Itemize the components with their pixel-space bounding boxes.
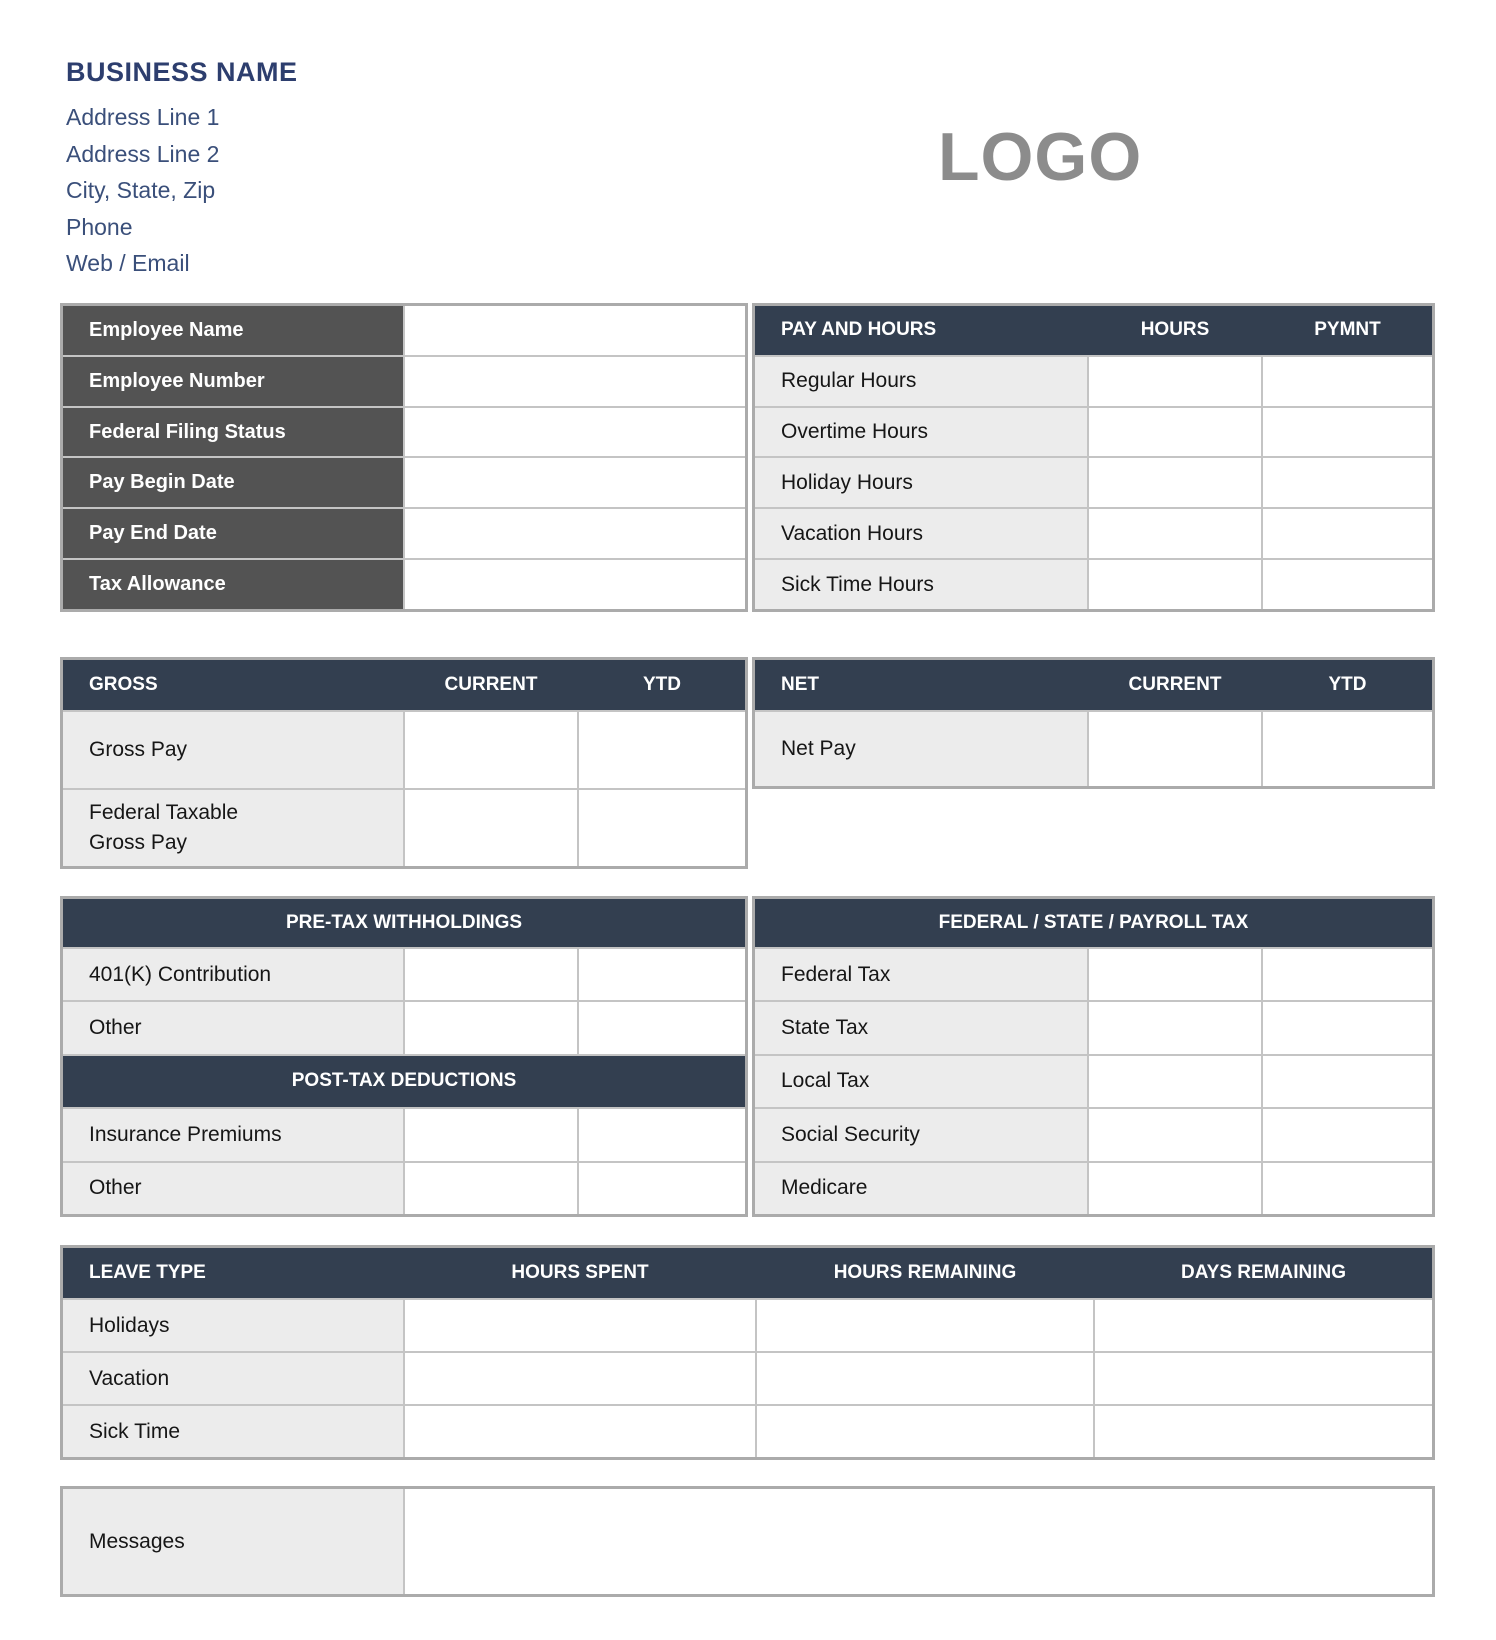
pay-begin-date-value-cell[interactable] xyxy=(405,458,745,507)
pre-tax-other-label: Other xyxy=(63,1002,403,1053)
days-remaining-column-header: DAYS REMAINING xyxy=(1180,1262,1347,1283)
regular-hours-pymnt-cell[interactable] xyxy=(1263,357,1432,406)
federal-filing-status-label: Federal Filing Status xyxy=(63,408,403,457)
medicare-ytd-cell[interactable] xyxy=(1263,1163,1432,1214)
401k-contribution-current-cell[interactable] xyxy=(405,949,577,1000)
overtime-hours-hours-cell[interactable] xyxy=(1089,408,1261,457)
net-pay-current-cell[interactable] xyxy=(1089,712,1261,786)
tax-allowance-label: Tax Allowance xyxy=(63,560,403,609)
hours-column-header: HOURS xyxy=(1140,319,1210,341)
net-pay-label: Net Pay xyxy=(755,712,1087,786)
insurance-premiums-current-cell[interactable] xyxy=(405,1109,577,1160)
vacation-hours-spent-cell[interactable] xyxy=(405,1353,755,1404)
holiday-hours-label: Holiday Hours xyxy=(755,458,1087,507)
state-tax-label: State Tax xyxy=(755,1002,1087,1053)
net-table xyxy=(752,657,1435,789)
net-pay-ytd-cell[interactable] xyxy=(1263,712,1432,786)
federal-tax-ytd-cell[interactable] xyxy=(1263,949,1432,1000)
holidays-label: Holidays xyxy=(63,1300,403,1351)
medicare-label: Medicare xyxy=(755,1163,1087,1214)
sick-time-days-remaining-cell[interactable] xyxy=(1095,1406,1432,1457)
employee-number-label: Employee Number xyxy=(63,357,403,406)
address-web-email: Web / Email xyxy=(66,250,190,276)
net-ytd-column-header: YTD xyxy=(1328,674,1367,695)
pymnt-column-header: PYMNT xyxy=(1314,319,1381,341)
pre-tax-other-ytd-cell[interactable] xyxy=(579,1002,745,1053)
social-security-current-cell[interactable] xyxy=(1089,1109,1261,1160)
sick-time-label: Sick Time xyxy=(63,1406,403,1457)
federal-tax-current-cell[interactable] xyxy=(1089,949,1261,1000)
local-tax-label: Local Tax xyxy=(755,1056,1087,1107)
post-tax-other-label: Other xyxy=(63,1163,403,1214)
vacation-hours-remaining-cell[interactable] xyxy=(757,1353,1093,1404)
withholdings-deductions-table xyxy=(60,896,748,1217)
messages-value-cell[interactable] xyxy=(405,1489,1432,1594)
pre-tax-withholdings-header-row xyxy=(63,899,745,947)
business-address-block xyxy=(66,99,219,282)
payroll-tax-header-row xyxy=(755,899,1432,947)
sick-time-hours-remaining-cell[interactable] xyxy=(757,1406,1093,1457)
post-tax-other-current-cell[interactable] xyxy=(405,1163,577,1214)
employee-name-label: Employee Name xyxy=(63,306,403,355)
social-security-ytd-cell[interactable] xyxy=(1263,1109,1432,1160)
vacation-label: Vacation xyxy=(63,1353,403,1404)
tax-allowance-value-cell[interactable] xyxy=(405,560,745,609)
pay-and-hours-header-row xyxy=(755,306,1432,355)
pay-end-date-value-cell[interactable] xyxy=(405,509,745,558)
pre-tax-withholdings-title: PRE-TAX WITHHOLDINGS xyxy=(285,912,523,933)
holidays-hours-remaining-cell[interactable] xyxy=(757,1300,1093,1351)
hours-spent-column-header: HOURS SPENT xyxy=(511,1262,649,1283)
post-tax-other-ytd-cell[interactable] xyxy=(579,1163,745,1214)
pre-tax-other-current-cell[interactable] xyxy=(405,1002,577,1053)
employee-number-value-cell[interactable] xyxy=(405,357,745,406)
address-phone: Phone xyxy=(66,213,133,240)
medicare-current-cell[interactable] xyxy=(1089,1163,1261,1214)
payroll-tax-title: FEDERAL / STATE / PAYROLL TAX xyxy=(938,912,1249,933)
local-tax-current-cell[interactable] xyxy=(1089,1056,1261,1107)
sick-time-hours-hours-cell[interactable] xyxy=(1089,560,1261,609)
federal-taxable-gross-pay-label: Federal Taxable Gross Pay xyxy=(63,790,403,866)
business-name: BUSINESS NAME xyxy=(66,57,298,87)
gross-table xyxy=(60,657,748,869)
insurance-premiums-label: Insurance Premiums xyxy=(63,1109,403,1160)
vacation-hours-label: Vacation Hours xyxy=(755,509,1087,558)
gross-pay-label: Gross Pay xyxy=(63,712,403,788)
post-tax-deductions-header-row xyxy=(63,1056,745,1107)
401k-contribution-ytd-cell[interactable] xyxy=(579,949,745,1000)
net-current-column-header: CURRENT xyxy=(1128,674,1222,695)
gross-header-row xyxy=(63,660,745,710)
holidays-hours-spent-cell[interactable] xyxy=(405,1300,755,1351)
federal-filing-status-value-cell[interactable] xyxy=(405,408,745,457)
vacation-hours-hours-cell[interactable] xyxy=(1089,509,1261,558)
logo-placeholder: LOGO xyxy=(938,119,1143,195)
net-title: NET xyxy=(781,674,819,695)
messages-label: Messages xyxy=(63,1489,403,1594)
federal-taxable-gross-pay-ytd-cell[interactable] xyxy=(579,790,745,866)
pay-and-hours-title: PAY AND HOURS xyxy=(781,319,937,341)
address-city-state-zip: City, State, Zip xyxy=(66,177,216,203)
state-tax-ytd-cell[interactable] xyxy=(1263,1002,1432,1053)
vacation-days-remaining-cell[interactable] xyxy=(1095,1353,1432,1404)
federal-taxable-gross-pay-current-cell[interactable] xyxy=(405,790,577,866)
federal-tax-label: Federal Tax xyxy=(755,949,1087,1000)
state-tax-current-cell[interactable] xyxy=(1089,1002,1261,1053)
regular-hours-label: Regular Hours xyxy=(755,357,1087,406)
messages-table xyxy=(60,1486,1435,1597)
net-header-row xyxy=(755,660,1432,710)
sick-time-hours-pymnt-cell[interactable] xyxy=(1263,560,1432,609)
gross-pay-ytd-cell[interactable] xyxy=(579,712,745,788)
employee-info-table xyxy=(60,303,748,612)
insurance-premiums-ytd-cell[interactable] xyxy=(579,1109,745,1160)
hours-remaining-column-header: HOURS REMAINING xyxy=(833,1262,1017,1283)
holidays-days-remaining-cell[interactable] xyxy=(1095,1300,1432,1351)
gross-pay-current-cell[interactable] xyxy=(405,712,577,788)
address-line-1: Address Line 1 xyxy=(66,104,220,130)
401k-contribution-label: 401(K) Contribution xyxy=(63,949,403,1000)
vacation-hours-pymnt-cell[interactable] xyxy=(1263,509,1432,558)
pay-end-date-label: Pay End Date xyxy=(63,509,403,558)
overtime-hours-pymnt-cell[interactable] xyxy=(1263,408,1432,457)
sick-time-hours-spent-cell[interactable] xyxy=(405,1406,755,1457)
local-tax-ytd-cell[interactable] xyxy=(1263,1056,1432,1107)
gross-title: GROSS xyxy=(89,674,158,695)
overtime-hours-label: Overtime Hours xyxy=(755,408,1087,457)
pay-begin-date-label: Pay Begin Date xyxy=(63,458,403,507)
gross-ytd-column-header: YTD xyxy=(643,674,681,695)
holiday-hours-hours-cell[interactable] xyxy=(1089,458,1261,507)
leave-header-row xyxy=(63,1248,1432,1298)
payroll-tax-table xyxy=(752,896,1435,1217)
leave-table xyxy=(60,1245,1435,1460)
holiday-hours-pymnt-cell[interactable] xyxy=(1263,458,1432,507)
post-tax-deductions-title: POST-TAX DEDUCTIONS xyxy=(291,1070,517,1092)
sick-time-hours-label: Sick Time Hours xyxy=(755,560,1087,609)
pay-and-hours-table xyxy=(752,303,1435,612)
gross-current-column-header: CURRENT xyxy=(444,674,538,695)
leave-type-column-header: LEAVE TYPE xyxy=(89,1262,206,1283)
address-line-2: Address Line 2 xyxy=(66,140,220,167)
regular-hours-hours-cell[interactable] xyxy=(1089,357,1261,406)
employee-name-value-cell[interactable] xyxy=(405,306,745,355)
social-security-label: Social Security xyxy=(755,1109,1087,1160)
